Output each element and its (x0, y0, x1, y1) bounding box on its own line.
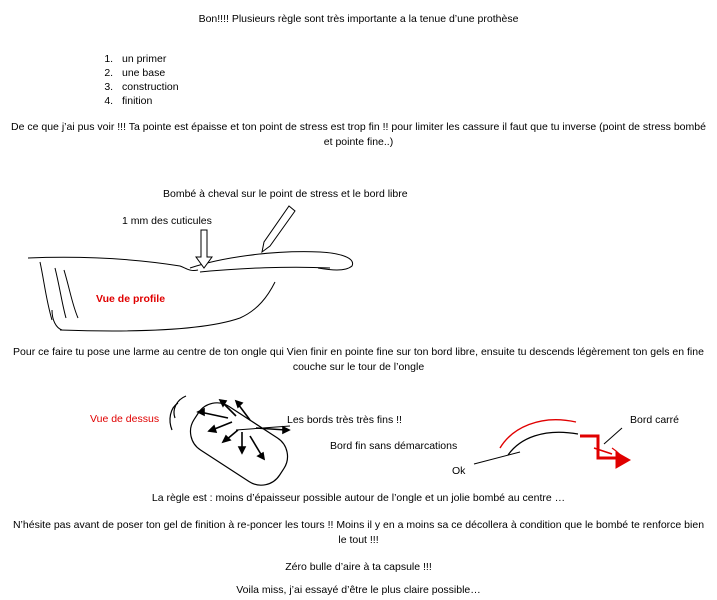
closing-text: Voila miss, j’ai essayé d’être le plus claire possible… (236, 584, 481, 596)
label-profile-view: Vue de profile (96, 293, 166, 305)
step-item: 2. une base (116, 66, 179, 80)
caption-bombe: Bombé à cheval sur le point de stress et le bord libre (163, 188, 408, 200)
paragraph-finishing: N’hésite pas avant de poser ton gel de finition à re-poncer les tours !! Moins il y en a moins sa ce décollera à condition que le bombé te renforce bien le tout !!! (12, 519, 705, 546)
paragraph-advice: De ce que j’ai pus voir !!! Ta pointe est épaisse et ton point de stress est trop fin !! pour limiter les cassure il faut que tu inverse (point de stress bombé et pointe fine..) (11, 121, 706, 148)
label-cuticles: 1 mm des cuticules (122, 215, 212, 227)
step-item: 4. finition (116, 94, 179, 108)
paragraph-technique: Pour ce faire tu pose une larme au centre de ton ongle qui Vien finir en pointe fine sur ton bord libre, ensuite tu descends légèrement ton gels en fine couche sur le tour de l’ongle (13, 346, 704, 373)
step-item: 3. construction (116, 80, 179, 94)
label-top-view: Vue de dessus (90, 413, 160, 425)
nail-top-view-drawing (170, 394, 296, 493)
step-item: 1. un primer (116, 52, 179, 66)
document-title: Bon!!!! Plusieurs règle sont très importante a la tenue d’une prothèse (198, 13, 519, 25)
front-view-drawing (474, 420, 630, 468)
zero-bubble-text: Zéro bulle d’aire à ta capsule !!! (285, 561, 432, 573)
label-thin-edges: Les bords très très fins !! (287, 414, 402, 426)
label-ok: Ok (452, 465, 466, 477)
label-thin-edge-front: Bord fin sans démarcations (330, 440, 458, 452)
rule-text: La règle est : moins d’épaisseur possible autour de l’ongle et un jolie bombé au centre … (151, 492, 566, 504)
label-square-edge: Bord carré (630, 414, 680, 426)
stress-arrow (262, 206, 295, 252)
finger-profile-drawing (28, 252, 353, 331)
